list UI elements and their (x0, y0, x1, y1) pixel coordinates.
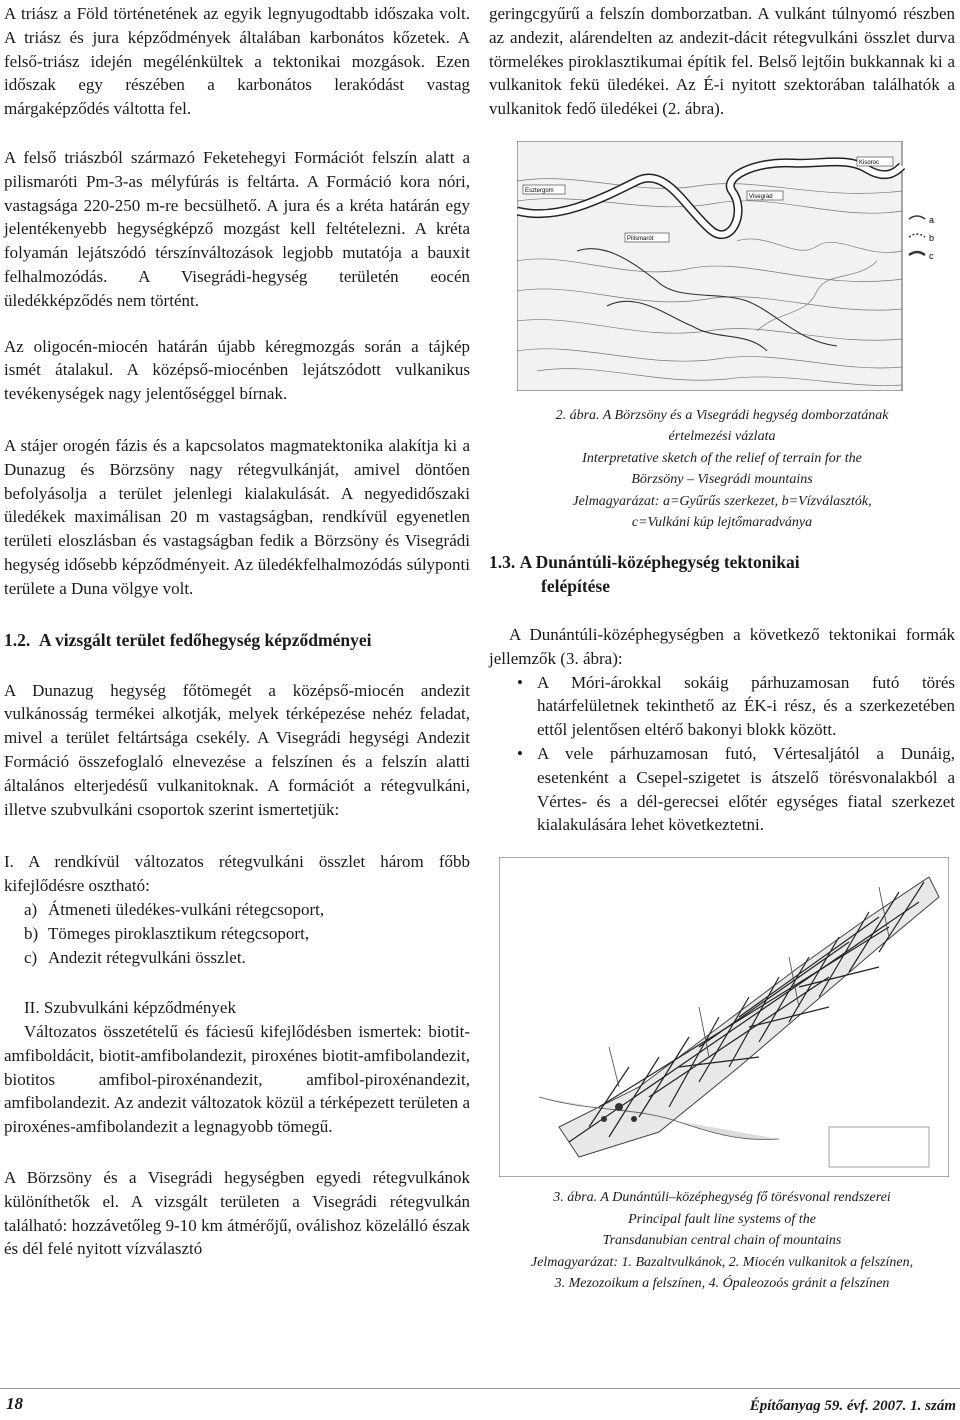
paragraph: A Dunántúli-középhegységben a következő tektonikai formák jellemzők (3. ábra): (489, 624, 955, 668)
sublist (4, 898, 470, 969)
bullet-list (489, 671, 955, 838)
fault-sketch (499, 857, 949, 1177)
section-heading-1-3: 1.3. A Dunántúli-középhegység tektonikai (489, 551, 800, 572)
paragraph: A felső triászból származó Feketehegyi Formációt felszín alatt a pilismaróti Pm-3-as mélyfúrás is feltárta. A Formáció kora nóri, vastagsága 220-250 m-re becsülhető. A jura és a kréta határán egy jelentékenyebb hegységképző mozgást kell feltételezni. A kréta folyamán lejátszódó térszínváltozások legjobb mutatója a bauxit felhalmozódás. A Visegrádi-hegység területén eocén üledékképződés nem történt. (4, 147, 470, 310)
map-label: Pilismarót (627, 235, 654, 242)
right-column (489, 0, 955, 1295)
paragraph: I. A rendkívül változatos rétegvulkáni összlet három főbb kifejlődésre osztható: (4, 852, 470, 896)
list-item: a) Átmeneti üledékes-vulkáni rétegcsoport, (24, 899, 325, 919)
svg-text:a: a (929, 214, 935, 225)
map-label: Esztergom (525, 187, 554, 194)
paragraph: geringcgyűrű a felszín domborzatban. A vulkánt túlnyomó részben az andezit, alárendelten az andezit-dácit rétegvulkáni összlet durva törmelékes piroklasztikumai építik fel. Belső lejtőin bukkannak ki a vulkanitok fekü üledékei. Az É-i nyitott szektorában találhatók a vulkanitok fedő üledékei (2. ábra). (489, 4, 955, 119)
section-heading-1-3-cont: felépítése (541, 575, 610, 596)
map-label: Visegrád (749, 193, 773, 200)
section-number: 1.2. (4, 629, 31, 650)
paragraph: Az oligocén-miocén határán újabb kéregmozgás során a tájkép ismét átalakul. A középső-miocénben lejátszódott vulkanikus tevékenységek nagy jelentőséggel bírnak. (4, 336, 470, 404)
paragraph: A triász a Föld történetének az egyik legnyugodtabb időszaka volt. A triász és jura képződmények általában karbonátos kőzetek. A felső-triász idején megélénkültek a tektonikai mozgások. Ezen időszak egy részében a karbonátos lerakódást vastag márgaképződés váltotta fel. (4, 4, 470, 119)
figure-2-caption: 2. ábra. A Börzsöny és a Visegrádi hegység domborzatának értelmezési vázlata Interpretative sketch of the relief of terrain for the Börzsöny – Visegrádi mountains Jelmagyarázat: a=Gyűrűs szerkezet, b=Vízválasztók, c=Vulkáni kúp lejtőmaradványa (555, 407, 889, 531)
paragraph: A stájer orogén fázis és a kapcsolatos magmatektonika alakítja ki a Dunazug és Börzsöny nagy rétegvulkánját, amivel döntően befolyásolja a terület jelenlegi kialakulását. A negyedidőszaki üledékek maximálisan 20 m vastagságban, rendkívül egyenetlen területi eloszlásban és vastagságban fedik a Börzsöny és Visegrádi hegység idősebb képződményeit. Az üledékfelhalmozódás súlyponti területe a Duna völgye volt. (4, 435, 470, 598)
section-heading-1-2 (4, 628, 470, 652)
figure-3-fault-map (499, 857, 949, 1177)
relief-sketch (517, 141, 937, 391)
paragraph: A Dunazug hegység főtömegét a középső-miocén andezit vulkánosság termékei alkotják, melyek térképezése nehéz feladat, mivel a terület feltártsága csekély. A Visegrádi hegységi Andezit Formáció összefoglaló elnevezése a felszínen és a felszín alatti általános elterjedésű vulkanitoknak. A formációt a rétegvulkáni, illetve szubvulkáni csoportok szerint ismertetjük: (4, 680, 470, 819)
paragraph-heading: II. Szubvulkáni képződmények (24, 998, 236, 1018)
list-item: b) Tömeges piroklasztikum rétegcsoport, (24, 923, 310, 943)
paragraph: Változatos összetételű és fáciesű kifejlődésben ismertek: biotit-amfiboldácit, biotit-amfibolandezit, piroxénes biotit-amfibolandezit, biotitos amfibol-piroxénandezit, amfibol-piroxénandezit, amfibolandezit. Az andezit változatok közül a térképezett területen a piroxénes-amfibolandezit a legnagyobb tömegű. (4, 1022, 470, 1137)
list-item: • A Móri-árokkal sokáig párhuzamosan futó törés határfelületnek tekinthető az ÉK-i rész, és a szerkezetében ettől jelentősen eltérő bakonyi blokk között. (537, 671, 955, 742)
list-item: c) Andezit rétegvulkáni összlet. (24, 947, 246, 967)
list-item: • A vele párhuzamosan futó, Vértesaljától a Dunáig, esetenként a Csepel-szigetet is átszelő törésvonalakból a Vértes- és a dél-gerecsei előtér egységes fiatal szerkezet kialakulására lehet következtetni. (537, 742, 955, 837)
svg-text:b: b (929, 232, 935, 243)
figure-3-caption: 3. ábra. A Dunántúli–középhegység fő törésvonal rendszerei Principal fault line systems of the Transdanubian central chain of mountains Jelmagyarázat: 1. Bazaltvulkánok, 2. Miocén vulkanitok a felszínen, 3. Mezozoikum a felszínen, 4. Ópaleozoós gránit a felszínen (530, 1190, 914, 1292)
legend (909, 215, 934, 261)
map-label: Kisoroc (859, 159, 880, 166)
left-column (4, 0, 470, 1261)
footer-rule (0, 1388, 960, 1389)
journal-reference: Építőanyag 59. évf. 2007. 1. szám (749, 1398, 956, 1414)
paragraph: A Börzsöny és a Visegrádi hegységben egyedi rétegvulkánok különíthetők el. A vizsgált területen a Visegrádi rétegvulkán található: hozzávetőleg 9-10 km átmérőjű, oválishoz közelálló észak és dél felé nyitott vízválasztó (4, 1168, 470, 1259)
page-number: 18 (6, 1394, 23, 1413)
section-title: A vizsgált terület fedőhegység képződményei (39, 629, 372, 650)
figure-2-relief-map (517, 141, 937, 391)
svg-text:c: c (929, 250, 934, 261)
